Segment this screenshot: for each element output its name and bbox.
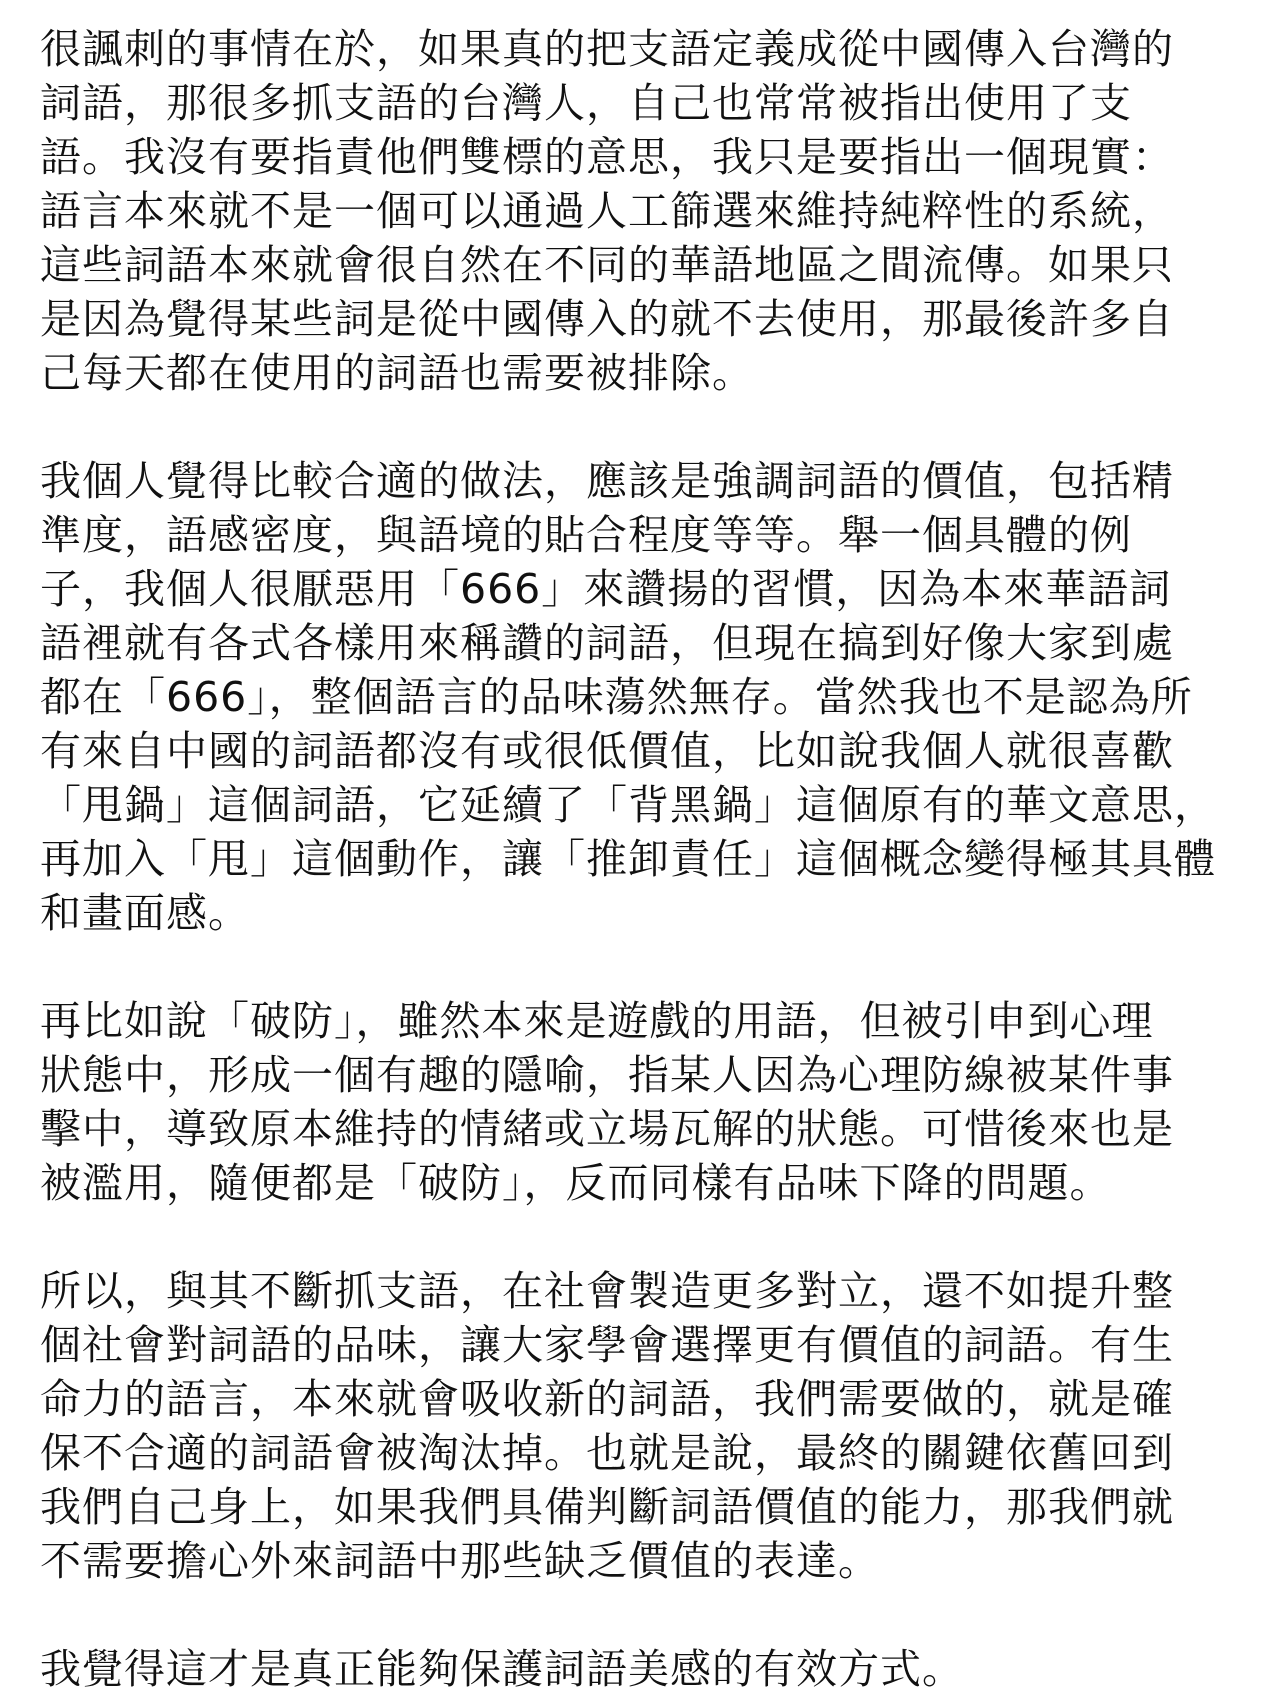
paragraph-gap xyxy=(40,1588,1244,1642)
text-line: 己每天都在使用的詞語也需要被排除。 xyxy=(40,349,754,397)
text-line: 被濫用，隨便都是「破防」，反而同樣有品味下降的問題。 xyxy=(40,1159,1112,1207)
text-line: 詞語，那很多抓支語的台灣人，自己也常常被指出使用了支 xyxy=(40,79,1132,127)
text-line: 子，我個人很厭惡用「666」來讚揚的習慣，因為本來華語詞 xyxy=(40,565,1172,613)
paragraph-2 xyxy=(40,454,1244,940)
text-line: 不需要擔心外來詞語中那些缺乏價值的表達。 xyxy=(40,1537,880,1585)
text-line: 這些詞語本來就會很自然在不同的華語地區之間流傳。如果只 xyxy=(40,241,1174,289)
text-line: 「甩鍋」這個詞語，它延續了「背黑鍋」這個原有的華文意思， xyxy=(40,781,1216,829)
text-line: 語。我沒有要指責他們雙標的意思，我只是要指出一個現實： xyxy=(40,133,1174,181)
text-line: 再比如說「破防」，雖然本來是遊戲的用語，但被引申到心理 xyxy=(40,997,1154,1045)
text-line: 和畫面感。 xyxy=(40,889,250,937)
paragraph-gap xyxy=(40,1210,1244,1264)
text-line: 有來自中國的詞語都沒有或很低價值，比如說我個人就很喜歡 xyxy=(40,727,1174,775)
text-line: 都在「666」，整個語言的品味蕩然無存。當然我也不是認為所 xyxy=(40,673,1193,721)
paragraph-gap xyxy=(40,940,1244,994)
text-line: 準度，語感密度，與語境的貼合程度等等。舉一個具體的例 xyxy=(40,511,1132,559)
text-line: 我們自己身上，如果我們具備判斷詞語價值的能力，那我們就 xyxy=(40,1483,1174,1531)
paragraph-5 xyxy=(40,1642,1244,1696)
text-line: 我覺得這才是真正能夠保護詞語美感的有效方式。 xyxy=(40,1645,964,1693)
text-line: 語言本來就不是一個可以通過人工篩選來維持純粹性的系統， xyxy=(40,187,1174,235)
paragraph-4 xyxy=(40,1264,1244,1588)
text-line: 狀態中，形成一個有趣的隱喻，指某人因為心理防線被某件事 xyxy=(40,1051,1174,1099)
text-line: 是因為覺得某些詞是從中國傳入的就不去使用，那最後許多自 xyxy=(40,295,1174,343)
text-line: 我個人覺得比較合適的做法，應該是強調詞語的價值，包括精 xyxy=(40,457,1174,505)
text-line: 再加入「甩」這個動作，讓「推卸責任」這個概念變得極其具體 xyxy=(40,835,1216,883)
text-line: 保不合適的詞語會被淘汰掉。也就是說，最終的關鍵依舊回到 xyxy=(40,1429,1174,1477)
text-line: 個社會對詞語的品味，讓大家學會選擇更有價值的詞語。有生 xyxy=(40,1321,1174,1369)
paragraph-gap xyxy=(40,400,1244,454)
text-line: 所以，與其不斷抓支語，在社會製造更多對立，還不如提升整 xyxy=(40,1267,1174,1315)
article-body xyxy=(40,22,1244,1696)
text-line: 很諷刺的事情在於，如果真的把支語定義成從中國傳入台灣的 xyxy=(40,25,1174,73)
paragraph-3 xyxy=(40,994,1244,1210)
paragraph-1 xyxy=(40,22,1244,400)
text-line: 擊中，導致原本維持的情緒或立場瓦解的狀態。可惜後來也是 xyxy=(40,1105,1174,1153)
text-line: 語裡就有各式各樣用來稱讚的詞語，但現在搞到好像大家到處 xyxy=(40,619,1174,667)
text-line: 命力的語言，本來就會吸收新的詞語，我們需要做的，就是確 xyxy=(40,1375,1174,1423)
